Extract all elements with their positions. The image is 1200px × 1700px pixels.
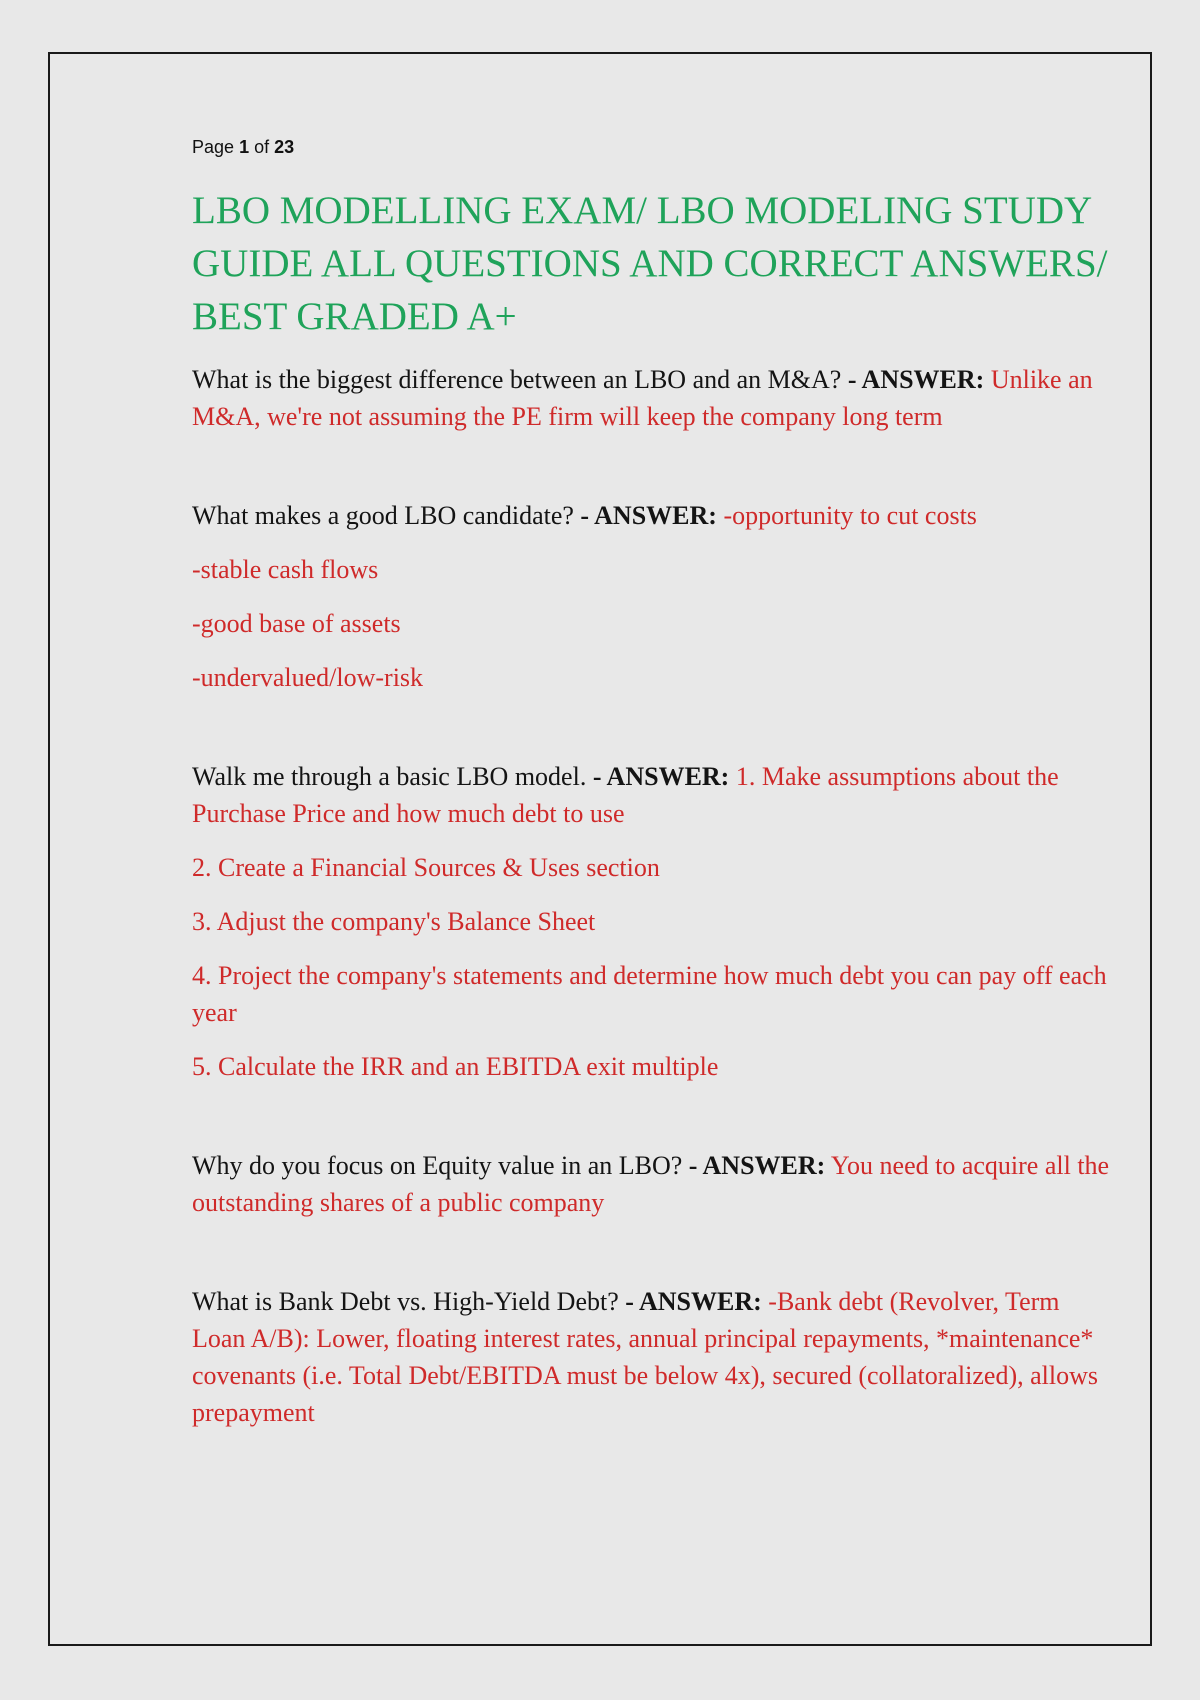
qa-block-5 — [192, 1283, 1112, 1431]
answer-text: 1. Make assumptions about the Purchase Price and how much debt to use — [192, 762, 1059, 828]
spacer — [192, 1221, 1112, 1283]
question-line — [192, 1147, 1112, 1221]
answer-item: 3. Adjust the company's Balance Sheet — [192, 907, 596, 936]
spacer — [192, 696, 1112, 758]
answer-marker: - ANSWER: — [625, 1287, 762, 1316]
qa-block-4 — [192, 1147, 1112, 1221]
spacer — [192, 435, 1112, 497]
spacer — [192, 1085, 1112, 1147]
question-text: Why do you focus on Equity value in an LBO? — [192, 1151, 683, 1180]
answer-item: 4. Project the company's statements and determine how much debt you can pay off each year — [192, 961, 1107, 1027]
answer-text: -Bank debt (Revolver, Term Loan A/B): Lower, floating interest rates, annual principal repayments, *maintenance* covenants (i.e. Total Debt/EBITDA must be below 4x), secured (collatoralized), allows prepayment — [192, 1287, 1098, 1427]
question-line — [192, 758, 1112, 832]
answer-marker: - ANSWER: — [688, 1151, 826, 1180]
qa-block-3 — [192, 758, 1112, 1085]
page-number-total: 23 — [274, 137, 295, 157]
page-number-current: 1 — [239, 137, 250, 157]
question-line — [192, 361, 1112, 435]
question-text: Walk me through a basic LBO model. — [192, 762, 587, 791]
answer-item: -stable cash flows — [192, 555, 379, 584]
answer-marker: - ANSWER: — [847, 365, 985, 394]
answer-marker: - ANSWER: — [592, 762, 730, 791]
question-line — [192, 497, 1112, 534]
document-title: LBO MODELLING EXAM/ LBO MODELING STUDY GUIDE ALL QUESTIONS AND CORRECT ANSWERS/ BEST GRADED A+ — [192, 189, 1108, 338]
qa-block-2 — [192, 497, 1112, 696]
question-text: What is Bank Debt vs. High-Yield Debt? — [192, 1287, 619, 1316]
answer-marker: - ANSWER: — [580, 501, 717, 530]
question-line — [192, 1283, 1112, 1431]
answer-item: 5. Calculate the IRR and an EBITDA exit multiple — [192, 1052, 719, 1081]
answer-text: Unlike an M&A, we're not assuming the PE firm will keep the company long term — [192, 365, 1093, 431]
page-number-of: of — [254, 137, 270, 157]
answer-item: 2. Create a Financial Sources & Uses section — [192, 853, 660, 882]
document-content — [192, 132, 1112, 1431]
answer-item: -good base of assets — [192, 609, 401, 638]
answer-item: -undervalued/low-risk — [192, 663, 424, 692]
page-number-prefix: Page — [192, 137, 235, 157]
answer-text: -opportunity to cut costs — [723, 501, 977, 530]
page-number — [192, 132, 1112, 162]
page-frame — [48, 52, 1152, 1646]
answer-text: You need to acquire all the outstanding shares of a public company — [192, 1151, 1110, 1217]
question-text: What is the biggest difference between an LBO and an M&A? — [192, 365, 842, 394]
question-text: What makes a good LBO candidate? — [192, 501, 574, 530]
qa-block-1 — [192, 361, 1112, 435]
